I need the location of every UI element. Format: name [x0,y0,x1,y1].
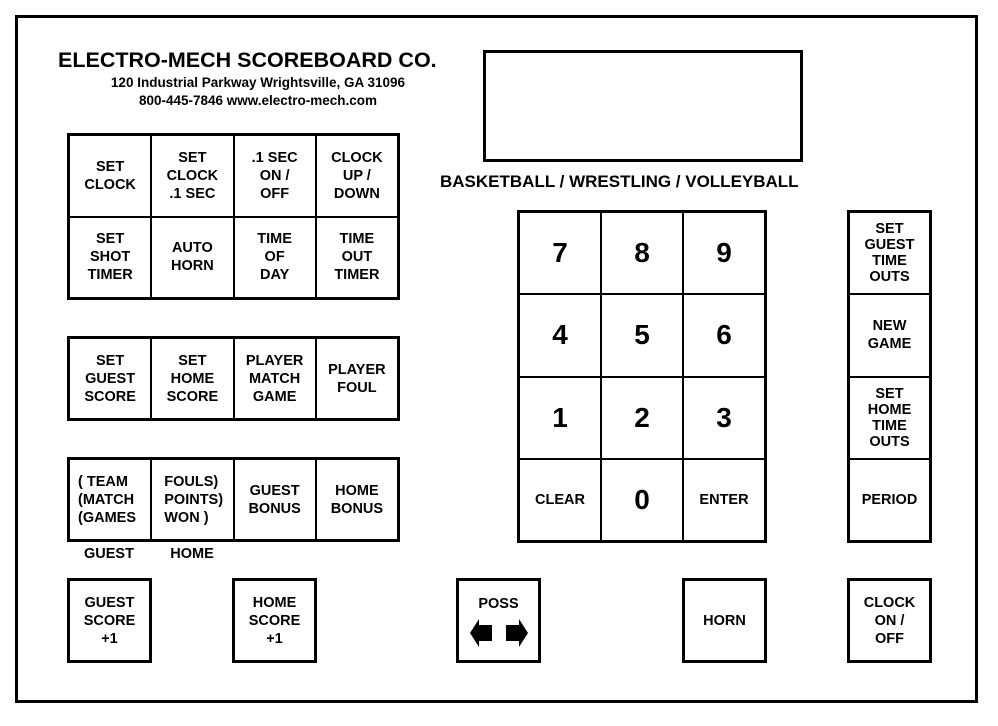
company-address [58,74,458,110]
score-key-group [67,336,400,421]
key-4[interactable]: 4 [520,295,600,375]
set-home-score-button[interactable]: SET HOME SCORE [152,339,232,418]
home-score-plus-one-button[interactable]: HOME SCORE +1 [232,578,317,663]
home-bonus-button[interactable]: HOME BONUS [317,460,397,539]
arrow-left-icon [470,619,492,647]
fouls-points-won-button[interactable]: FOULS) POINTS) WON ) [152,460,232,539]
key-6[interactable]: 6 [684,295,764,375]
horn-button[interactable]: HORN [682,578,767,663]
time-out-timer-button[interactable]: TIME OUT TIMER [317,218,397,298]
possession-label: POSS [478,595,519,612]
key-0[interactable]: 0 [602,460,682,540]
key-3[interactable]: 3 [684,378,764,458]
clock-on-off-button[interactable]: CLOCK ON / OFF [847,578,932,663]
guest-score-plus-one-button[interactable]: GUEST SCORE +1 [67,578,152,663]
player-match-game-button[interactable]: PLAYER MATCH GAME [235,339,315,418]
key-1[interactable]: 1 [520,378,600,458]
player-foul-button[interactable]: PLAYER FOUL [317,339,397,418]
company-name: ELECTRO-MECH SCOREBOARD CO. [58,48,437,72]
key-2[interactable]: 2 [602,378,682,458]
possession-button[interactable] [456,578,541,663]
guest-column-label: GUEST [84,546,134,562]
contact-line: 800-445-7846 www.electro-mech.com [138,93,378,108]
possession-arrows [470,619,528,647]
possession-content [459,581,538,660]
auto-horn-button[interactable]: AUTO HORN [152,218,232,298]
display-window [483,50,803,162]
sport-label: BASKETBALL / WRESTLING / VOLLEYBALL [440,172,799,191]
key-9[interactable]: 9 [684,213,764,293]
tenth-sec-toggle-button[interactable]: .1 SEC ON / OFF [235,136,315,216]
clear-button[interactable]: CLEAR [520,460,600,540]
key-5[interactable]: 5 [602,295,682,375]
right-key-group [847,210,932,543]
team-key-group [67,457,400,542]
key-7[interactable]: 7 [520,213,600,293]
team-match-games-button[interactable]: ( TEAM (MATCH (GAMES [70,460,150,539]
guest-bonus-button[interactable]: GUEST BONUS [235,460,315,539]
home-column-label: HOME [170,546,214,562]
clock-key-group [67,133,400,300]
address-line: 120 Industrial Parkway Wrightsville, GA 31096 [110,75,406,90]
set-clock-button[interactable]: SET CLOCK [70,136,150,216]
set-guest-score-button[interactable]: SET GUEST SCORE [70,339,150,418]
period-button[interactable]: PERIOD [850,460,929,540]
set-shot-timer-button[interactable]: SET SHOT TIMER [70,218,150,298]
arrow-right-icon [506,619,528,647]
new-game-button[interactable]: NEW GAME [850,295,929,375]
set-guest-time-outs-button[interactable]: SET GUEST TIME OUTS [850,213,929,293]
time-of-day-button[interactable]: TIME OF DAY [235,218,315,298]
set-clock-tenth-button[interactable]: SET CLOCK .1 SEC [152,136,232,216]
key-8[interactable]: 8 [602,213,682,293]
set-home-time-outs-button[interactable]: SET HOME TIME OUTS [850,378,929,458]
numeric-keypad [517,210,767,543]
enter-button[interactable]: ENTER [684,460,764,540]
clock-up-down-button[interactable]: CLOCK UP / DOWN [317,136,397,216]
